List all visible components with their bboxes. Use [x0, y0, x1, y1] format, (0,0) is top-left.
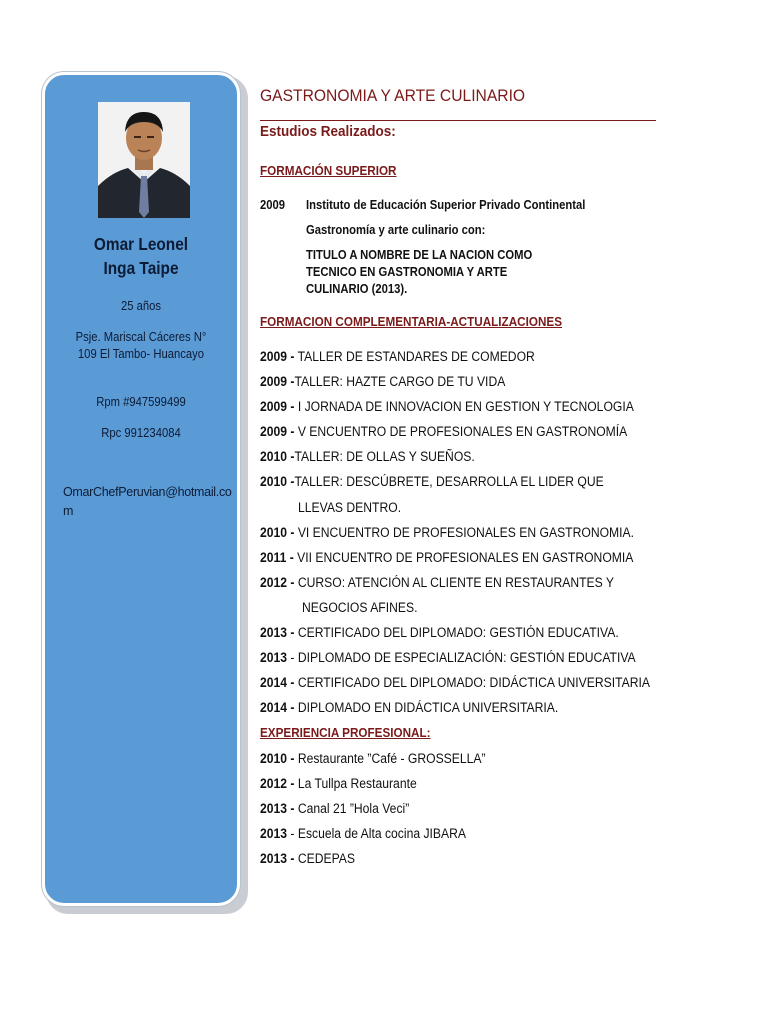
profile-name-first: Omar Leonel	[93, 234, 189, 254]
list-item-continuation: LLEVAS DENTRO.	[298, 500, 402, 515]
list-item: 2010 - Restaurante ”Café - GROSSELLA”	[260, 751, 486, 766]
list-item: 2013 - CERTIFICADO DEL DIPLOMADO: GESTIÓN EDUCATIVA.	[260, 625, 619, 640]
studies-subtitle: Estudios Realizados:	[260, 123, 396, 140]
formacion-degree-line2: TECNICO EN GASTRONOMIA Y ARTE	[306, 265, 508, 279]
list-item: 2013 - CEDEPAS	[260, 851, 356, 866]
list-item: 2014 - CERTIFICADO DEL DIPLOMADO: DIDÁCTICA UNIVERSITARIA	[260, 675, 651, 690]
list-item-continuation: NEGOCIOS AFINES.	[302, 600, 418, 615]
page-title: GASTRONOMIA Y ARTE CULINARIO	[260, 86, 526, 105]
formacion-institution: Instituto de Educación Superior Privado Continental	[306, 198, 586, 212]
list-item: 2013 - Escuela de Alta cocina JIBARA	[260, 826, 467, 841]
list-item: 2011 - VII ENCUENTRO DE PROFESIONALES EN GASTRONOMIA	[260, 550, 634, 565]
formacion-program: Gastronomía y arte culinario con:	[306, 223, 486, 237]
profile-phone-rpc: Rpc 991234084	[101, 426, 181, 440]
formacion-degree-line3: CULINARIO (2013).	[306, 282, 408, 296]
list-item: 2009 - V ENCUENTRO DE PROFESIONALES EN GASTRONOMÍA	[260, 424, 628, 439]
title-divider	[260, 120, 656, 121]
list-item: 2014 - DIPLOMADO EN DIDÁCTICA UNIVERSITARIA.	[260, 700, 559, 715]
list-item: 2009 - TALLER DE ESTANDARES DE COMEDOR	[260, 349, 535, 364]
list-item: 2009 -TALLER: HAZTE CARGO DE TU VIDA	[260, 374, 506, 389]
profile-email[interactable]: OmarChefPeruvian@hotmail.com	[63, 485, 232, 518]
list-item: 2009 - I JORNADA DE INNOVACION EN GESTION Y TECNOLOGIA	[260, 399, 634, 414]
profile-phone-rpm: Rpm #947599499	[96, 395, 186, 409]
list-item: 2013 - DIPLOMADO DE ESPECIALIZACIÓN: GESTIÓN EDUCATIVA	[260, 650, 636, 665]
section-heading-complementaria: FORMACION COMPLEMENTARIA-ACTUALIZACIONES	[260, 314, 563, 329]
formacion-degree-line1: TITULO A NOMBRE DE LA NACION COMO	[306, 248, 533, 262]
formacion-year: 2009	[260, 198, 286, 212]
profile-name-last: Inga Taipe	[103, 258, 179, 278]
person-portrait-icon	[98, 102, 190, 218]
section-heading-experiencia: EXPERIENCIA PROFESIONAL:	[260, 725, 431, 740]
list-item: 2010 - VI ENCUENTRO DE PROFESIONALES EN GASTRONOMIA.	[260, 525, 635, 540]
list-item: 2010 -TALLER: DE OLLAS Y SUEÑOS.	[260, 449, 475, 464]
list-item: 2012 - La Tullpa Restaurante	[260, 776, 417, 791]
section-heading-formacion-superior: FORMACIÓN SUPERIOR	[260, 163, 397, 178]
profile-address-line1: Psje. Mariscal Cáceres N°	[75, 330, 207, 344]
list-item: 2013 - Canal 21 ”Hola Veci”	[260, 801, 410, 816]
profile-sidebar	[42, 72, 240, 906]
profile-age: 25 años	[120, 299, 162, 313]
profile-address-line2: 109 El Tambo- Huancayo	[77, 347, 205, 361]
list-item: 2012 - CURSO: ATENCIÓN AL CLIENTE EN RESTAURANTES Y	[260, 575, 615, 590]
profile-photo	[98, 102, 190, 218]
list-item: 2010 -TALLER: DESCÚBRETE, DESARROLLA EL LIDER QUE	[260, 474, 604, 489]
